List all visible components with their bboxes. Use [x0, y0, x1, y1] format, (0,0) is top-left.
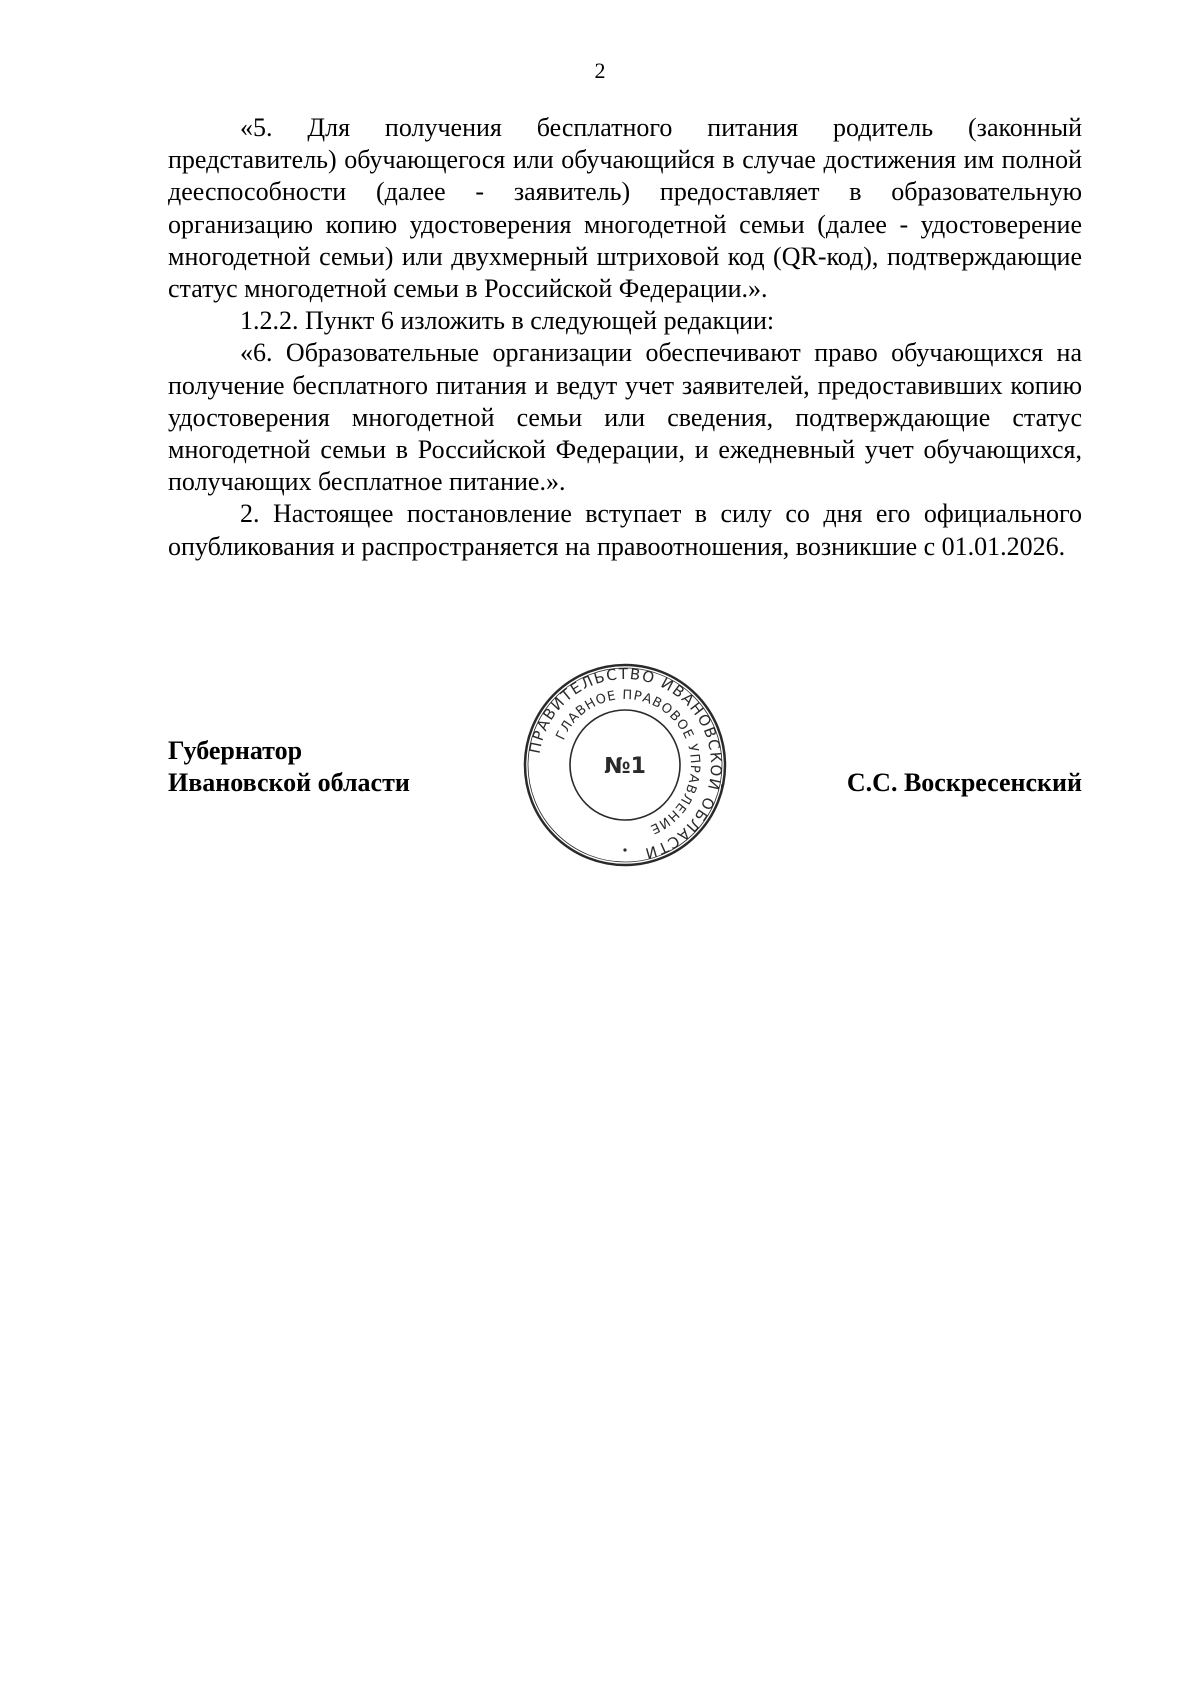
- page-number: 2: [594, 58, 606, 83]
- paragraph-point-6: «6. Образовательные организации обеспечивают право обучающихся на получение бесплатного питания и ведут учет заявителей, предоставивших копию удостоверения многодетной семьи или сведения, подтверждающие статус многодетной семьи в Российской Федерации, и ежедневный учет обучающихся, получающих бесплатное питание.».: [168, 338, 1082, 497]
- official-seal-stamp: [521, 661, 729, 869]
- paragraph-1-2-2: 1.2.2. Пункт 6 изложить в следующей редакции:: [240, 306, 775, 336]
- signatory-title-line2: Ивановской области: [168, 768, 410, 797]
- paragraph-point-2: 2. Настоящее постановление вступает в силу со дня его официального опубликования и распространяется на правоотношения, возникшие с 01.01.2026.: [168, 499, 1082, 561]
- document-body: [168, 112, 1082, 563]
- seal-outer-text: ПРАВИТЕЛЬСТВО ИВАНОВСКОЙ ОБЛАСТИ: [525, 664, 726, 863]
- seal-dot: [623, 848, 626, 851]
- seal-number: №1: [604, 754, 646, 779]
- signatory-title-line1: Губернатор: [168, 736, 303, 765]
- signatory-name: С.С. Воскресенский: [846, 768, 1082, 797]
- signatory-position: [168, 735, 410, 799]
- seal-graphic: [521, 661, 729, 869]
- paragraph-point-5: «5. Для получения бесплатного питания родитель (законный представитель) обучающегося или обучающийся в случае достижения им полной дееспособности (далее - заявитель) предоставляет в образовательную организацию копию удостоверения многодетной семьи (далее - удостоверение многодетной семьи) или двухмерный штриховой код (QR-код), подтверждающие статус многодетной семьи в Российской Федерации.».: [168, 113, 1082, 304]
- seal-inner-text: ГЛАВНОЕ ПРАВОВОЕ УПРАВЛЕНИЕ: [553, 687, 703, 837]
